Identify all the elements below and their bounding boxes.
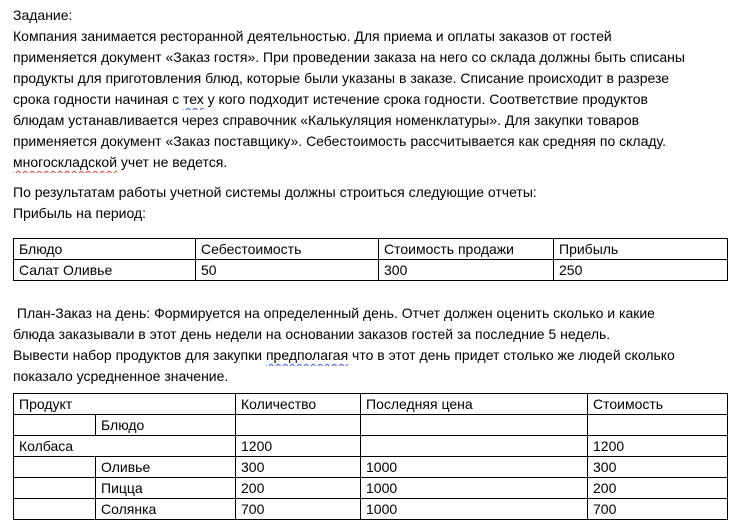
reports-paragraph (13, 182, 729, 224)
text-line: продукты для приготовления блюд, которые были указаны в заказе. Списание происходит в разрезе (13, 70, 670, 86)
plan-table-header-cell: Стоимость (588, 394, 728, 415)
plan-table-indent-cell (14, 499, 96, 520)
text-line: показало усредненное значение. (13, 368, 229, 384)
text-line: Задание: (13, 7, 73, 23)
plan-table-cell: 1000 (361, 457, 588, 478)
profit-table-header-cell: Стоимость продажи (379, 239, 554, 260)
plan-table-row (14, 415, 728, 436)
plan-table-row (14, 478, 728, 499)
text-segment: срока годности начиная с (13, 91, 183, 107)
misspelled-word: многоскладской (13, 154, 118, 170)
plan-table-cell: 1200 (588, 436, 728, 457)
plan-table-cell: Пицца (96, 478, 236, 499)
plan-table-cell: 300 (236, 457, 361, 478)
plan-table-row (14, 499, 728, 520)
text-segment: Вывести набор продуктов для закупки (13, 347, 266, 363)
profit-table-cell: Салат Оливье (14, 260, 196, 281)
plan-table (13, 393, 728, 520)
plan-table-cell: 1000 (361, 478, 588, 499)
plan-table-indent-cell (14, 478, 96, 499)
text-line: блюдам устанавливается через справочник «Калькуляция номенклатуры». Для закупки товаров (13, 112, 640, 128)
plan-table-row (14, 457, 728, 478)
profit-table-row (14, 260, 728, 281)
plan-table-cell: Оливье (96, 457, 236, 478)
plan-table-header-cell: Продукт (14, 394, 236, 415)
plan-table-cell: Солянка (96, 499, 236, 520)
profit-table-header-cell: Прибыль (554, 239, 728, 260)
profit-table (13, 238, 728, 281)
plan-table-header-cell: Последняя цена (361, 394, 588, 415)
plan-table-header-row (14, 394, 728, 415)
plan-table-cell (588, 415, 728, 436)
plan-table-indent-cell (14, 457, 96, 478)
plan-table-cell: Блюдо (96, 415, 236, 436)
plan-table-header-cell: Количество (236, 394, 361, 415)
text-line: применяется документ «Заказ поставщику». Себестоимость рассчитывается как средняя по складу. (13, 133, 667, 149)
text-line (13, 152, 729, 173)
profit-table-cell: 50 (196, 260, 379, 281)
profit-table-header-row (14, 239, 728, 260)
profit-table-header-cell: Себестоимость (196, 239, 379, 260)
text-line: По результатам работы учетной системы должны строиться следующие отчеты: (13, 184, 537, 200)
text-segment: что в этот день придет столько же людей сколько (348, 347, 675, 363)
plan-table-cell (361, 415, 588, 436)
plan-table-indent-cell (14, 415, 96, 436)
plan-table-group-cell: Колбаса (14, 436, 236, 457)
text-line (13, 345, 729, 366)
profit-table-cell: 300 (379, 260, 554, 281)
text-line: План-Заказ на день: Формируется на определенный день. Отчет должен оценить сколько и какие (13, 305, 655, 321)
text-line: блюда заказывали в этот день недели на основании заказов гостей за последние 5 недель. (13, 326, 611, 342)
task-paragraph (13, 5, 729, 173)
plan-table-cell (236, 415, 361, 436)
plan-table-cell: 700 (588, 499, 728, 520)
text-line: Прибыль на период: (13, 205, 147, 221)
plan-table-cell: 200 (588, 478, 728, 499)
grammar-flagged-word: тех (182, 91, 204, 107)
plan-table-cell: 1000 (361, 499, 588, 520)
plan-paragraph (13, 303, 729, 387)
grammar-flagged-word: предполагая (265, 347, 349, 363)
plan-table-cell (361, 436, 588, 457)
text-segment: учет не ведется. (117, 154, 228, 170)
text-line (13, 89, 729, 110)
profit-table-cell: 250 (554, 260, 728, 281)
text-line: Компания занимается ресторанной деятельностью. Для приема и оплаты заказов от гостей (13, 28, 612, 44)
plan-table-group-row (14, 436, 728, 457)
plan-table-cell: 1200 (236, 436, 361, 457)
plan-table-cell: 300 (588, 457, 728, 478)
plan-table-cell: 700 (236, 499, 361, 520)
text-segment: у кого подходит истечение срока годности. Соответствие продуктов (203, 91, 648, 107)
plan-table-cell: 200 (236, 478, 361, 499)
profit-table-header-cell: Блюдо (14, 239, 196, 260)
text-line: применяется документ «Заказ гостя». При проведении заказа на него со склада должны быть списаны (13, 49, 685, 65)
